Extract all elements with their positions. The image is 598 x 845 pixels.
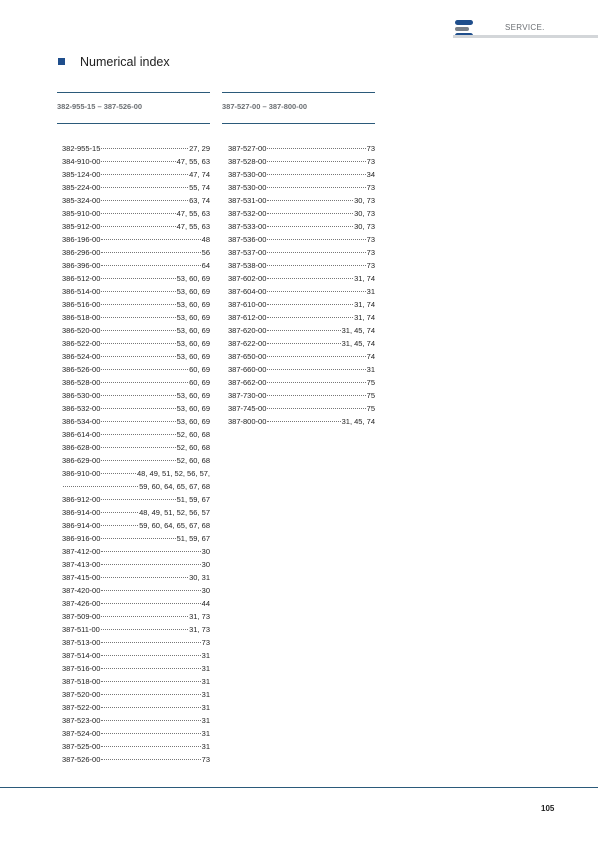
page-references: 55, 74 <box>189 183 210 192</box>
part-number: 387-530-00 <box>228 170 267 179</box>
page-references: 47, 55, 63 <box>176 222 210 231</box>
part-number: 386-512-00 <box>62 274 101 283</box>
page-references: 53, 60, 69 <box>176 313 210 322</box>
part-number: 387-525-00 <box>62 742 101 751</box>
page-references: 31 <box>201 677 210 686</box>
column-heading-1-label: 382-955-15 – 387-526-00 <box>57 102 143 111</box>
page-references: 31, 45, 74 <box>341 326 375 335</box>
index-entry <box>228 233 375 246</box>
part-number: 387-612-00 <box>228 313 267 322</box>
index-entry <box>228 324 375 337</box>
dot-leader <box>101 694 200 695</box>
page-references: 31, 45, 74 <box>341 339 375 348</box>
part-number: 386-530-00 <box>62 391 101 400</box>
part-number: 386-196-00 <box>62 235 101 244</box>
index-entry <box>228 142 375 155</box>
page-references: 74 <box>366 352 375 361</box>
dot-leader <box>101 200 188 201</box>
index-entry <box>62 558 210 571</box>
part-number: 387-530-00 <box>228 183 267 192</box>
dot-leader <box>267 304 353 305</box>
dot-leader <box>101 473 136 474</box>
page-references: 73 <box>366 144 375 153</box>
part-number: 387-622-00 <box>228 339 267 348</box>
part-number: 385-124-00 <box>62 170 101 179</box>
dot-leader <box>101 382 188 383</box>
dot-leader <box>101 421 175 422</box>
index-entry <box>62 610 210 623</box>
page-references: 30, 73 <box>354 196 375 205</box>
page-references: 47, 55, 63 <box>176 157 210 166</box>
part-number: 387-730-00 <box>228 391 267 400</box>
index-entry <box>228 259 375 272</box>
dot-leader <box>267 291 365 292</box>
dot-leader <box>101 226 175 227</box>
page-references: 52, 60, 68 <box>176 443 210 452</box>
dot-leader <box>101 733 200 734</box>
page-references: 30, 73 <box>354 209 375 218</box>
dot-leader <box>267 265 365 266</box>
part-number: 387-532-00 <box>228 209 267 218</box>
title-bullet-square <box>58 58 65 65</box>
index-entry <box>62 727 210 740</box>
dot-leader <box>101 395 175 396</box>
part-number: 386-912-00 <box>62 495 101 504</box>
part-number: 387-511-00 <box>62 625 100 634</box>
index-entry <box>228 415 375 428</box>
page-references: 59, 60, 64, 65, 67, 68 <box>139 482 210 491</box>
part-number: 386-296-00 <box>62 248 101 257</box>
part-number: 382-955-15 <box>62 144 101 153</box>
page-references: 64 <box>201 261 210 270</box>
page-references: 75 <box>366 391 375 400</box>
page-references: 53, 60, 69 <box>176 404 210 413</box>
index-entry <box>62 168 210 181</box>
index-entry <box>62 337 210 350</box>
dot-leader <box>267 317 353 318</box>
dot-leader <box>101 460 175 461</box>
page-references: 63, 74 <box>189 196 210 205</box>
index-entry <box>228 376 375 389</box>
index-entry <box>62 493 210 506</box>
page-references: 44 <box>201 599 210 608</box>
part-number: 386-916-00 <box>62 534 101 543</box>
page-references: 31, 45, 74 <box>341 417 375 426</box>
index-entry <box>228 207 375 220</box>
dot-leader <box>267 226 353 227</box>
part-number: 387-536-00 <box>228 235 267 244</box>
dot-leader <box>101 356 175 357</box>
index-entry <box>62 597 210 610</box>
page-references: 31 <box>366 365 375 374</box>
dot-leader <box>101 304 175 305</box>
dot-leader <box>101 499 175 500</box>
part-number: 386-628-00 <box>62 443 101 452</box>
part-number: 387-518-00 <box>62 677 101 686</box>
dot-leader <box>267 187 365 188</box>
dot-leader <box>267 148 365 149</box>
dot-leader <box>101 642 200 643</box>
part-number: 386-534-00 <box>62 417 101 426</box>
index-entry <box>228 168 375 181</box>
page-title: Numerical index <box>80 55 170 69</box>
page-references: 31, 73 <box>189 612 210 621</box>
index-entry <box>62 155 210 168</box>
part-number: 387-415-00 <box>62 573 101 582</box>
part-number: 385-910-00 <box>62 209 101 218</box>
dot-leader <box>267 174 365 175</box>
index-entry <box>62 415 210 428</box>
index-entry <box>62 142 210 155</box>
page-references: 34 <box>366 170 375 179</box>
dot-leader <box>101 577 188 578</box>
dot-leader <box>267 239 365 240</box>
page-references: 53, 60, 69 <box>176 300 210 309</box>
index-column-1 <box>62 142 210 766</box>
index-entry <box>228 298 375 311</box>
part-number: 386-614-00 <box>62 430 101 439</box>
part-number: 387-523-00 <box>62 716 101 725</box>
page-references: 27, 29 <box>189 144 210 153</box>
index-entry <box>228 194 375 207</box>
part-number: 387-650-00 <box>228 352 267 361</box>
dot-leader <box>101 291 175 292</box>
index-entry <box>62 506 210 519</box>
index-entry <box>62 519 210 532</box>
dot-leader <box>267 330 340 331</box>
index-entry <box>62 636 210 649</box>
dot-leader <box>101 681 200 682</box>
part-number: 387-413-00 <box>62 560 101 569</box>
part-number: 386-522-00 <box>62 339 101 348</box>
index-entry <box>62 402 210 415</box>
column-heading-2-label: 387-527-00 – 387-800-00 <box>222 102 308 111</box>
part-number: 387-522-00 <box>62 703 101 712</box>
page-references: 73 <box>366 235 375 244</box>
page-references: 30 <box>201 560 210 569</box>
dot-leader <box>101 174 188 175</box>
page-references: 31, 74 <box>354 313 375 322</box>
dot-leader <box>101 148 188 149</box>
part-number: 386-396-00 <box>62 261 101 270</box>
index-entry <box>62 584 210 597</box>
index-entry <box>62 454 210 467</box>
dot-leader <box>101 564 200 565</box>
part-number: 386-526-00 <box>62 365 101 374</box>
part-number: 387-420-00 <box>62 586 101 595</box>
page-references: 47, 55, 63 <box>176 209 210 218</box>
index-entry <box>62 467 210 480</box>
part-number: 386-524-00 <box>62 352 101 361</box>
index-entry <box>62 207 210 220</box>
dot-leader <box>101 512 138 513</box>
dot-leader <box>101 213 175 214</box>
page-references: 73 <box>366 183 375 192</box>
part-number: 386-532-00 <box>62 404 101 413</box>
page-references: 51, 59, 67 <box>176 534 210 543</box>
page-references: 56 <box>201 248 210 257</box>
dot-leader <box>63 486 138 487</box>
page-references: 53, 60, 69 <box>176 417 210 426</box>
dot-leader <box>101 668 200 669</box>
page-references: 31, 74 <box>354 274 375 283</box>
dot-leader <box>267 408 365 409</box>
part-number: 387-538-00 <box>228 261 267 270</box>
part-number: 386-914-00 <box>62 508 101 517</box>
index-entry <box>62 285 210 298</box>
index-entry <box>62 350 210 363</box>
page-references: 53, 60, 69 <box>176 274 210 283</box>
index-entry <box>62 324 210 337</box>
page-references: 73 <box>366 157 375 166</box>
dot-leader <box>267 369 365 370</box>
page-references: 73 <box>201 755 210 764</box>
part-number: 387-426-00 <box>62 599 101 608</box>
index-entry <box>228 155 375 168</box>
dot-leader <box>267 356 365 357</box>
dot-leader <box>101 603 200 604</box>
index-entry <box>228 285 375 298</box>
part-number: 387-537-00 <box>228 248 267 257</box>
part-number: 387-520-00 <box>62 690 101 699</box>
part-number: 385-912-00 <box>62 222 101 231</box>
index-entry <box>62 246 210 259</box>
part-number: 387-526-00 <box>62 755 101 764</box>
page-references: 31, 74 <box>354 300 375 309</box>
dot-leader <box>101 759 200 760</box>
dot-leader <box>267 278 353 279</box>
part-number: 387-513-00 <box>62 638 101 647</box>
dot-leader <box>267 161 365 162</box>
dot-leader <box>101 629 188 630</box>
dot-leader <box>101 317 175 318</box>
part-number: 384-910-00 <box>62 157 101 166</box>
dot-leader <box>101 330 175 331</box>
part-number: 387-516-00 <box>62 664 101 673</box>
page-references: 75 <box>366 378 375 387</box>
index-entry <box>62 714 210 727</box>
dot-leader <box>101 408 175 409</box>
dot-leader <box>267 252 365 253</box>
part-number: 386-629-00 <box>62 456 101 465</box>
dot-leader <box>267 382 365 383</box>
index-entry <box>62 233 210 246</box>
page-references: 53, 60, 69 <box>176 339 210 348</box>
part-number: 387-610-00 <box>228 300 267 309</box>
dot-leader <box>101 590 200 591</box>
part-number: 386-518-00 <box>62 313 101 322</box>
page-references: 75 <box>366 404 375 413</box>
index-entry <box>62 623 210 636</box>
page-references: 31 <box>201 742 210 751</box>
index-entry <box>228 389 375 402</box>
page-references: 73 <box>366 248 375 257</box>
part-number: 385-324-00 <box>62 196 101 205</box>
part-number: 387-660-00 <box>228 365 267 374</box>
page-references: 30, 31 <box>189 573 210 582</box>
part-number: 386-914-00 <box>62 521 101 530</box>
footer-divider <box>0 787 598 788</box>
index-entry <box>62 220 210 233</box>
index-entry <box>62 181 210 194</box>
index-entry <box>62 389 210 402</box>
page-references: 30, 73 <box>354 222 375 231</box>
part-number: 387-745-00 <box>228 404 267 413</box>
part-number: 387-800-00 <box>228 417 267 426</box>
index-entry <box>62 649 210 662</box>
part-number: 386-528-00 <box>62 378 101 387</box>
dot-leader <box>267 343 340 344</box>
dot-leader <box>101 538 175 539</box>
dot-leader <box>101 720 200 721</box>
page-references: 31 <box>201 651 210 660</box>
index-entry <box>228 363 375 376</box>
index-entry <box>228 181 375 194</box>
column-heading-1 <box>57 92 210 124</box>
dot-leader <box>101 239 200 240</box>
dot-leader <box>101 187 188 188</box>
dot-leader <box>267 395 365 396</box>
part-number: 387-602-00 <box>228 274 267 283</box>
page-references: 31 <box>201 690 210 699</box>
service-label: SERVICE. <box>505 23 545 32</box>
dot-leader <box>101 369 188 370</box>
page-references: 73 <box>366 261 375 270</box>
index-entry <box>62 701 210 714</box>
dot-leader <box>101 551 200 552</box>
index-entry <box>228 272 375 285</box>
page-references: 48, 49, 51, 52, 56, 57, <box>137 469 210 478</box>
dot-leader <box>101 746 200 747</box>
page-references: 52, 60, 68 <box>176 430 210 439</box>
part-number: 387-662-00 <box>228 378 267 387</box>
page-references: 48, 49, 51, 52, 56, 57 <box>139 508 210 517</box>
index-entry <box>62 259 210 272</box>
dot-leader <box>101 655 200 656</box>
dot-leader <box>101 525 138 526</box>
index-entry <box>62 298 210 311</box>
page-references: 51, 59, 67 <box>176 495 210 504</box>
part-number: 387-620-00 <box>228 326 267 335</box>
index-entry <box>62 441 210 454</box>
page-references: 30 <box>201 547 210 556</box>
page-references: 31 <box>366 287 375 296</box>
page-references: 53, 60, 69 <box>176 287 210 296</box>
index-entry <box>62 363 210 376</box>
part-number: 387-412-00 <box>62 547 101 556</box>
part-number: 387-533-00 <box>228 222 267 231</box>
part-number: 387-509-00 <box>62 612 101 621</box>
page-references: 48 <box>201 235 210 244</box>
part-number: 386-520-00 <box>62 326 101 335</box>
page-references: 31 <box>201 716 210 725</box>
page-references: 31, 73 <box>189 625 210 634</box>
index-entry <box>62 662 210 675</box>
part-number: 385-224-00 <box>62 183 101 192</box>
part-number: 386-514-00 <box>62 287 101 296</box>
dot-leader <box>267 421 340 422</box>
index-entry <box>62 753 210 766</box>
dot-leader <box>101 616 188 617</box>
dot-leader <box>101 447 175 448</box>
index-entry <box>62 675 210 688</box>
page-references: 53, 60, 69 <box>176 352 210 361</box>
page-references: 59, 60, 64, 65, 67, 68 <box>139 521 210 530</box>
index-entry <box>228 337 375 350</box>
page-number: 105 <box>541 804 555 813</box>
dot-leader <box>101 278 175 279</box>
part-number: 387-524-00 <box>62 729 101 738</box>
dot-leader <box>101 707 200 708</box>
index-entry <box>62 376 210 389</box>
dot-leader <box>101 265 200 266</box>
index-entry <box>228 246 375 259</box>
index-entry <box>62 428 210 441</box>
dot-leader <box>101 252 200 253</box>
index-entry <box>62 311 210 324</box>
index-entry <box>62 571 210 584</box>
page-references: 31 <box>201 729 210 738</box>
dot-leader <box>101 161 175 162</box>
index-entry <box>62 545 210 558</box>
part-number: 387-514-00 <box>62 651 101 660</box>
page-references: 31 <box>201 703 210 712</box>
page-references: 53, 60, 69 <box>176 391 210 400</box>
part-number: 386-910-00 <box>62 469 101 478</box>
column-heading-2 <box>222 92 375 124</box>
header-divider <box>453 35 598 38</box>
index-entry <box>62 740 210 753</box>
index-column-2 <box>228 142 375 428</box>
page-references: 60, 69 <box>189 378 210 387</box>
part-number: 387-528-00 <box>228 157 267 166</box>
dot-leader <box>101 343 175 344</box>
page-references: 73 <box>201 638 210 647</box>
index-entry <box>228 350 375 363</box>
index-entry <box>228 402 375 415</box>
page-references: 53, 60, 69 <box>176 326 210 335</box>
index-entry <box>228 220 375 233</box>
dot-leader <box>267 200 353 201</box>
page-references: 31 <box>201 664 210 673</box>
page-references: 30 <box>201 586 210 595</box>
page-references: 60, 69 <box>189 365 210 374</box>
page-references: 52, 60, 68 <box>176 456 210 465</box>
part-number: 387-531-00 <box>228 196 267 205</box>
part-number: 387-604-00 <box>228 287 267 296</box>
index-entry <box>62 272 210 285</box>
page-references: 47, 74 <box>189 170 210 179</box>
index-entry <box>62 194 210 207</box>
part-number: 386-516-00 <box>62 300 101 309</box>
part-number: 387-527-00 <box>228 144 267 153</box>
index-entry <box>62 688 210 701</box>
index-entry <box>228 311 375 324</box>
dot-leader <box>101 434 175 435</box>
index-entry <box>62 480 210 493</box>
index-entry <box>62 532 210 545</box>
dot-leader <box>267 213 353 214</box>
